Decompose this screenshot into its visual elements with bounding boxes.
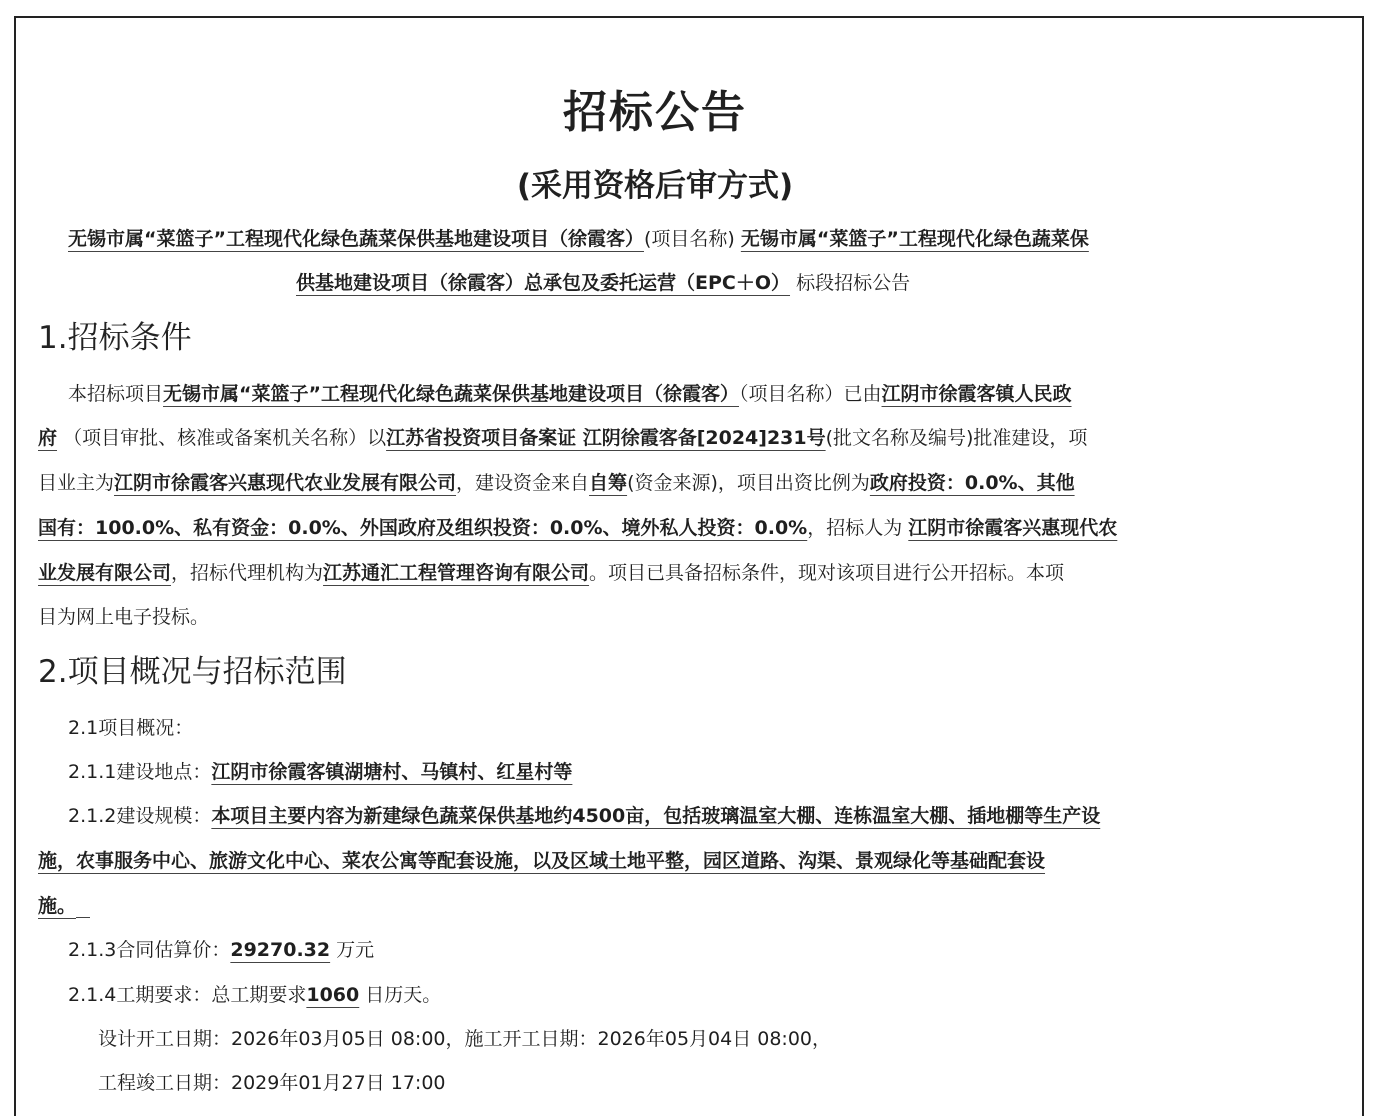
scale-label: 2.1.2建设规模：: [68, 805, 212, 827]
text: 目业主为: [38, 472, 115, 494]
text: （项目名称）已由: [739, 383, 882, 405]
price-label: 2.1.3合同估算价：: [68, 939, 231, 961]
s2-dates-line-1: [98, 1026, 831, 1052]
investment-ratio-part1: 政府投资：0.0%、其他: [869, 472, 1075, 494]
text: (资金来源)，项目出资比例为: [627, 472, 870, 494]
tender-agent: 江苏通汇工程管理咨询有限公司: [323, 562, 590, 584]
text: 本招标项目: [68, 383, 164, 405]
section-name-part2: 供基地建设项目（徐霞客）总承包及委托运营（EPC＋O）: [296, 272, 791, 294]
scale-value-part3: 施。: [38, 895, 77, 917]
s2-scale-line-2: [38, 848, 1045, 874]
text: ，招标代理机构为: [171, 562, 324, 584]
project-name: 无锡市属“菜篮子”工程现代化绿色蔬菜保供基地建设项目（徐霞客）: [68, 228, 644, 250]
intro-line-2: [296, 270, 910, 296]
s1-line-4: [38, 515, 1117, 541]
text: (批文名称及编号)批准建设，项: [825, 427, 1088, 449]
start-dates: 设计开工日期：2026年03月05日 08:00，施工开工日期：2026年05月04日 08:00，: [98, 1028, 832, 1050]
scale-value-part1: 本项目主要内容为新建绿色蔬菜保供基地约4500亩，包括玻璃温室大棚、连栋温室大棚、插地棚等生产设: [211, 805, 1101, 827]
text: （项目审批、核准或备案机关名称）以: [63, 427, 387, 449]
scale-value-part2: 施，农事服务中心、旅游文化中心、菜农公寓等配套设施，以及区域土地平整，园区道路、沟渠、景观绿化等基础配套设: [38, 850, 1046, 872]
s2-scale-line-3: [38, 893, 90, 919]
tenderer-part2: 业发展有限公司: [38, 562, 172, 584]
s1-line-2: [38, 425, 1087, 451]
page-subtitle: (采用资格后审方式): [516, 168, 794, 204]
s2-overview: [68, 715, 193, 741]
s1-project-name: 无锡市属“菜篮子”工程现代化绿色蔬菜保供基地建设项目（徐霞客）: [163, 383, 739, 405]
location-label: 2.1.1建设地点：: [68, 761, 212, 783]
s2-dates-line-2: [98, 1070, 446, 1096]
s1-line-5: [38, 560, 1064, 586]
price-unit: 万元: [336, 939, 375, 961]
completion-date: 工程竣工日期：2029年01月27日 17:00: [98, 1072, 446, 1094]
price-value: 29270.32: [230, 939, 331, 961]
approval-document: 江苏省投资项目备案证 江阴徐霞客备[2024]231号: [386, 427, 826, 449]
text: 目为网上电子投标。: [38, 606, 210, 628]
s2-scale-line-1: [68, 803, 1100, 829]
fund-source: 自筹: [589, 472, 628, 494]
page-title: 招标公告: [563, 87, 747, 138]
approval-authority-part2: 府: [38, 427, 58, 449]
duration-unit: 日历天。: [365, 984, 442, 1006]
s1-line-6: [38, 604, 209, 630]
location-value: 江阴市徐霞客镇湖塘村、马镇村、红星村等: [211, 761, 573, 783]
s1-line-3: [38, 470, 1075, 496]
text: ，建设资金来自: [456, 472, 590, 494]
duration-value: 1060: [306, 984, 360, 1006]
text: 2.1项目概况：: [68, 717, 194, 739]
text: ，招标人为: [807, 517, 903, 539]
intro-suffix: 标段招标公告: [796, 272, 911, 294]
project-owner: 江阴市徐霞客兴惠现代农业发展有限公司: [114, 472, 457, 494]
approval-authority-part1: 江阴市徐霞客镇人民政: [881, 383, 1072, 405]
project-name-label: (项目名称): [643, 228, 735, 250]
section-name-part1: 无锡市属“菜篮子”工程现代化绿色蔬菜保: [740, 228, 1089, 250]
s2-duration: [68, 982, 441, 1008]
s1-line-1: [68, 381, 1072, 407]
section-2-heading: 2.项目概况与招标范围: [38, 654, 347, 690]
tenderer-part1: 江阴市徐霞客兴惠现代农: [908, 517, 1118, 539]
s2-location: [68, 759, 572, 785]
s2-contract-price: [68, 937, 374, 963]
duration-label: 2.1.4工期要求：总工期要求: [68, 984, 307, 1006]
intro-line-1: [68, 226, 1089, 252]
investment-ratio-part2: 国有：100.0%、私有资金：0.0%、外国政府及组织投资：0.0%、境外私人投资：0.0%: [38, 517, 808, 539]
section-1-heading: 1.招标条件: [38, 320, 192, 356]
text: 。项目已具备招标条件，现对该项目进行公开招标。本项: [589, 562, 1065, 584]
